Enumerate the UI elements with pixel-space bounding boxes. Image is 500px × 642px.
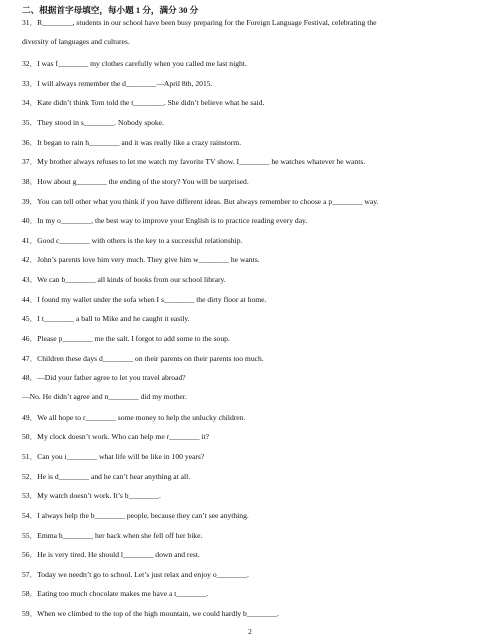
question-53: 53．My watch doesn’t work. It’s b________. [22, 491, 161, 500]
question-51: 51．Can you i________ what life will be like in 100 years? [22, 452, 205, 461]
question-text: 48．—Did your father agree to let you travel abroad? [22, 373, 186, 382]
question-52: 52．He is d________ and he can’t hear anything at all. [22, 472, 191, 481]
question-36: 36．It began to rain h________ and it was really like a crazy rainstorm. [22, 138, 242, 147]
question-32: 32．I was f________ my clothes carefully when you called me last night. [22, 59, 247, 68]
question-34: 34．Kate didn’t think Tom told the t________. She didn’t believe what he said. [22, 98, 265, 107]
question-55: 55．Emma h________ her back when she fell off her bike. [22, 531, 203, 540]
question-50: 50．My clock doesn’t work. Who can help me r________ it? [22, 432, 209, 441]
question-59: 59．When we climbed to the top of the high mountain, we could hardly b________. [22, 609, 280, 618]
question-37: 37．My brother always refuses to let me watch my favorite TV show. I________ he watches whatever he wants. [22, 157, 366, 166]
question-35: 35．They stood in s________. Nobody spoke. [22, 118, 164, 127]
question-31 [22, 18, 482, 47]
question-46: 46．Please p________ me the salt. I forgot to add some to the soup. [22, 334, 230, 343]
question-39: 39．You can tell other what you think if you have different ideas. But always remember to choose a p________ way. [22, 197, 379, 206]
question-54: 54．I always help the b________ people, because they can’t see anything. [22, 511, 249, 520]
question-33: 33．I will always remember the d________—April 8th, 2015. [22, 79, 213, 88]
question-56: 56．He is very tired. He should l________ down and rest. [22, 550, 200, 559]
question-38: 38．How about g________ the ending of the story? You will be surprised. [22, 177, 249, 186]
question-41: 41．Good c________ with others is the key to a successful relationship. [22, 236, 243, 245]
question-49: 49．We all hope to r________ some money to help the unlucky children. [22, 413, 246, 422]
question-text-continued: —No. He didn’t agree and n________ did my mother. [22, 392, 187, 401]
question-57: 57．Today we needn’t go to school. Let’s just relax and enjoy o________. [22, 570, 249, 579]
question-58: 58．Eating too much chocolate makes me have a t________. [22, 589, 209, 598]
page-number: 2 [248, 627, 252, 636]
question-45: 45．I t________ a ball to Mike and he caught it easily. [22, 314, 190, 323]
question-43: 43．We can b________ all kinds of books from our school library. [22, 275, 226, 284]
section-title: 二、根据首字母填空，每小题 1 分，满分 30 分 [22, 5, 199, 15]
question-text-continued: diversity of languages and cultures. [22, 37, 130, 46]
question-44: 44．I found my wallet under the sofa when I s________ the dirty floor at home. [22, 295, 267, 304]
question-42: 42．John’s parents love him very much. They give him w________ he wants. [22, 255, 260, 264]
question-48 [22, 373, 482, 402]
question-47: 47．Children these days d________ on their parents on their parents too much. [22, 354, 264, 363]
question-40: 40．In my o________, the best way to improve your English is to practice reading every day. [22, 216, 308, 225]
question-text: 31．R________, students in our school have been busy preparing for the Foreign Language Festival, celebrating the [22, 18, 377, 27]
